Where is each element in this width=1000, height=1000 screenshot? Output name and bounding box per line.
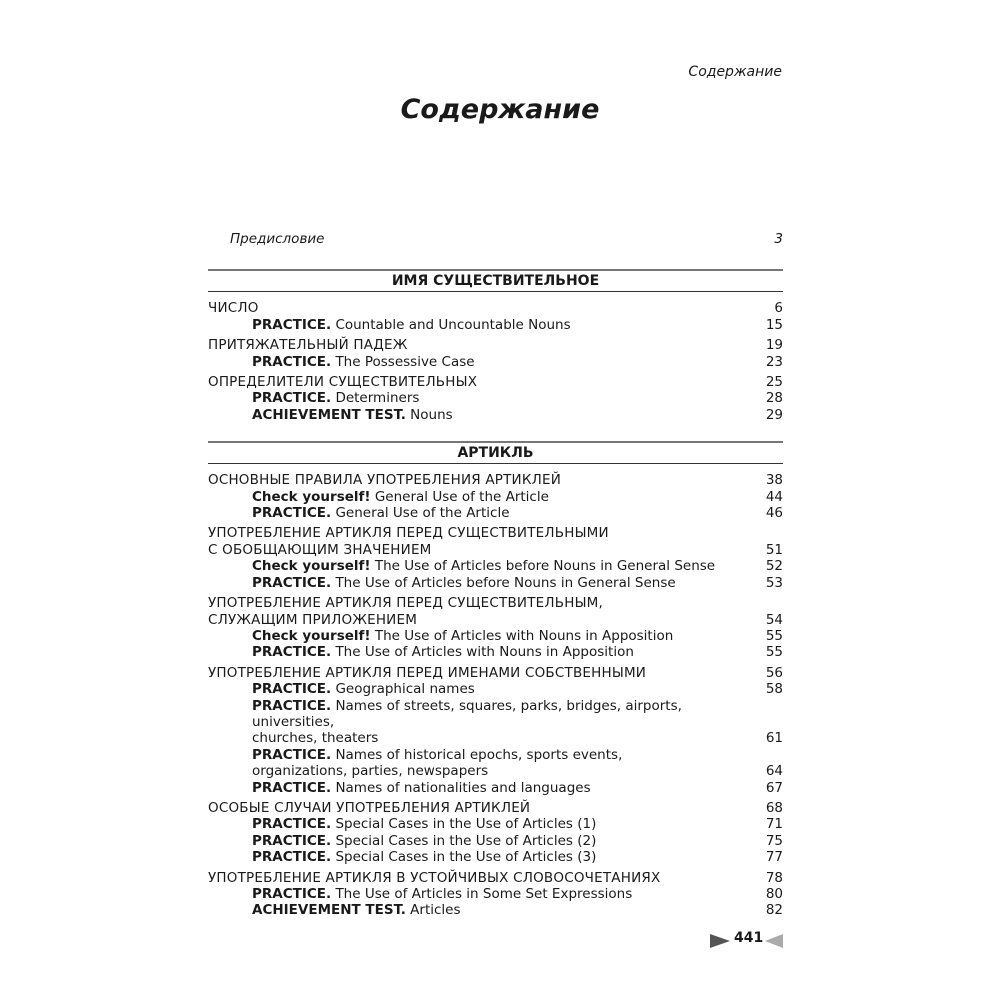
entry-page: 6: [774, 300, 783, 317]
entry-page: 68: [765, 799, 783, 816]
running-head: Содержание: [688, 64, 782, 80]
toc-subentry: [208, 558, 783, 574]
toc-subentry: [208, 780, 783, 796]
entry-label-bold: PRACTICE.: [252, 316, 332, 333]
entry-page: 64: [765, 763, 783, 780]
page-number: 441: [734, 930, 764, 946]
entry-text: Articles: [410, 902, 461, 919]
entry-page: 82: [765, 902, 783, 919]
toc-group: [208, 472, 783, 521]
entry-text: The Possessive Case: [335, 353, 475, 370]
entry-label-bold: PRACTICE.: [252, 390, 332, 407]
entry-page: 23: [765, 353, 783, 370]
preface-title: Предисловие: [230, 231, 325, 247]
table-of-contents: [208, 231, 783, 929]
toc-subentry: [208, 575, 783, 591]
entry-text: The Use of Articles before Nouns in General Sense: [374, 558, 716, 575]
entry-label-bold: PRACTICE.: [252, 697, 332, 714]
entry-text: General Use of the Article: [374, 488, 549, 505]
toc-entry: [208, 374, 783, 390]
entry-text: Nouns: [410, 406, 453, 423]
entry-text: Determiners: [335, 390, 420, 407]
toc-group: [208, 595, 783, 661]
toc-subentry: [208, 816, 783, 832]
entry-page: 44: [765, 488, 783, 505]
toc-entry: [208, 525, 783, 541]
toc-sections: [208, 269, 783, 928]
entry-page: 38: [765, 472, 783, 489]
entry-text: Names of streets, squares, parks, bridges, airports, universities,: [252, 697, 682, 730]
entry-label-bold: PRACTICE.: [252, 681, 332, 698]
entry-label-bold: PRACTICE.: [252, 849, 332, 866]
entry-page: 75: [765, 832, 783, 849]
toc-entry: [208, 472, 783, 488]
entry-page: 56: [765, 664, 783, 681]
entry-text: Countable and Uncountable Nouns: [335, 316, 571, 333]
entry-text: Special Cases in the Use of Articles (3): [335, 849, 597, 866]
toc-subentry: [208, 644, 783, 660]
entry-page: 80: [765, 886, 783, 902]
entry-page: 67: [765, 779, 783, 796]
entry-text: Names of historical epochs, sports events,: [335, 746, 623, 763]
toc-group: [208, 525, 783, 591]
entry-label-bold: Check yourself!: [252, 627, 371, 644]
toc-subentry: [208, 886, 783, 902]
entry-page: 71: [765, 816, 783, 833]
entry-text: The Use of Articles with Nouns in Apposition: [335, 644, 634, 661]
folio-right-triangle-icon: [765, 934, 783, 948]
preface-page: 3: [774, 231, 783, 247]
entry-page: 29: [765, 406, 783, 423]
entry-label-bold: PRACTICE.: [252, 832, 332, 849]
toc-group: [208, 665, 783, 796]
entry-text: УПОТРЕБЛЕНИЕ АРТИКЛЯ ПЕРЕД СУЩЕСТВИТЕЛЬНЫМ,: [208, 595, 604, 612]
toc-subentry: [208, 681, 783, 697]
entry-page: 58: [765, 681, 783, 698]
entry-text: ОСНОВНЫЕ ПРАВИЛА УПОТРЕБЛЕНИЯ АРТИКЛЕЙ: [208, 472, 562, 489]
toc-subentry: [208, 698, 783, 731]
entry-label-bold: PRACTICE.: [252, 505, 332, 522]
entry-text: ПРИТЯЖАТЕЛЬНЫЙ ПАДЕЖ: [208, 337, 408, 354]
toc-entry: [208, 300, 783, 316]
entry-text: С ОБОБЩАЮЩИМ ЗНАЧЕНИЕМ: [208, 541, 432, 558]
entry-page: 28: [765, 390, 783, 407]
toc-preface-row: [208, 231, 783, 247]
folio-left-triangle-icon: [710, 934, 730, 948]
toc-subentry: [208, 489, 783, 505]
entry-page: 52: [765, 558, 783, 575]
entry-page: 55: [765, 644, 783, 661]
entry-text: Names of nationalities and languages: [335, 779, 591, 796]
entry-label-bold: PRACTICE.: [252, 644, 332, 661]
section-heading: АРТИКЛЬ: [208, 441, 783, 464]
entry-text: УПОТРЕБЛЕНИЕ АРТИКЛЯ ПЕРЕД ИМЕНАМИ СОБСТВЕННЫМИ: [208, 664, 647, 681]
toc-group: [208, 300, 783, 333]
entry-text: УПОТРЕБЛЕНИЕ АРТИКЛЯ В УСТОЙЧИВЫХ СЛОВОСОЧЕТАНИЯХ: [208, 869, 661, 886]
entry-page: 55: [765, 627, 783, 644]
toc-subentry: [208, 763, 783, 779]
toc-entry: [208, 665, 783, 681]
toc-subentry: [208, 354, 783, 370]
toc-subentry: [208, 833, 783, 849]
entry-text: Special Cases in the Use of Articles (2): [335, 832, 597, 849]
page-title: Содержание: [400, 94, 600, 125]
entry-label-bold: Check yourself!: [252, 488, 371, 505]
entry-page: 53: [765, 574, 783, 591]
entry-label-bold: Check yourself!: [252, 558, 371, 575]
toc-subentry: [208, 902, 783, 918]
entry-page: 25: [765, 374, 783, 391]
entry-page: 15: [765, 316, 783, 333]
toc-group: [208, 374, 783, 423]
toc-entry: [208, 595, 783, 611]
entry-page: 46: [765, 505, 783, 522]
entry-page: 61: [765, 730, 783, 747]
toc-subentry: [208, 849, 783, 865]
entry-label-bold: PRACTICE.: [252, 746, 332, 763]
entry-page: 77: [765, 849, 783, 866]
toc-entry: [208, 800, 783, 816]
toc-subentry: [208, 747, 783, 763]
entry-text: УПОТРЕБЛЕНИЕ АРТИКЛЯ ПЕРЕД СУЩЕСТВИТЕЛЬНЫМИ: [208, 525, 609, 542]
entry-text: ОПРЕДЕЛИТЕЛИ СУЩЕСТВИТЕЛЬНЫХ: [208, 374, 478, 391]
entry-page: 19: [765, 337, 783, 354]
entry-label-bold: PRACTICE.: [252, 886, 332, 902]
toc-entry: [208, 542, 783, 558]
entry-label-bold: PRACTICE.: [252, 779, 332, 796]
entry-page: 51: [765, 541, 783, 558]
entry-label-bold: PRACTICE.: [252, 574, 332, 591]
entry-label-bold: PRACTICE.: [252, 353, 332, 370]
toc-group: [208, 870, 783, 919]
entry-text: General Use of the Article: [335, 505, 510, 522]
entry-text: The Use of Articles before Nouns in General Sense: [335, 574, 676, 591]
entry-text: ЧИСЛО: [208, 300, 259, 317]
toc-subentry: [208, 730, 783, 746]
entry-text: Special Cases in the Use of Articles (1): [335, 816, 597, 833]
toc-group: [208, 337, 783, 370]
toc-subentry: [208, 505, 783, 521]
toc-entry: [208, 337, 783, 353]
toc-group: [208, 800, 783, 866]
entry-label-bold: PRACTICE.: [252, 816, 332, 833]
section-heading: ИМЯ СУЩЕСТВИТЕЛЬНОЕ: [208, 269, 783, 292]
entry-text: The Use of Articles in Some Set Expressions: [335, 886, 633, 902]
entry-text: The Use of Articles with Nouns in Apposition: [374, 627, 674, 644]
toc-subentry: [208, 390, 783, 406]
toc-subentry: [208, 628, 783, 644]
entry-text: churches, theaters: [252, 730, 379, 747]
entry-text: Geographical names: [335, 681, 475, 698]
toc-subentry: [208, 407, 783, 423]
entry-page: 54: [765, 611, 783, 628]
entry-label-bold: ACHIEVEMENT TEST.: [252, 406, 406, 423]
entry-text: СЛУЖАЩИМ ПРИЛОЖЕНИЕМ: [208, 611, 418, 628]
entry-text: organizations, parties, newspapers: [252, 763, 489, 780]
entry-page: 78: [765, 869, 783, 886]
toc-subentry: [208, 317, 783, 333]
entry-label-bold: ACHIEVEMENT TEST.: [252, 902, 406, 919]
toc-entry: [208, 870, 783, 886]
entry-text: ОСОБЫЕ СЛУЧАИ УПОТРЕБЛЕНИЯ АРТИКЛЕЙ: [208, 799, 531, 816]
toc-entry: [208, 612, 783, 628]
page-folio: [710, 930, 783, 948]
